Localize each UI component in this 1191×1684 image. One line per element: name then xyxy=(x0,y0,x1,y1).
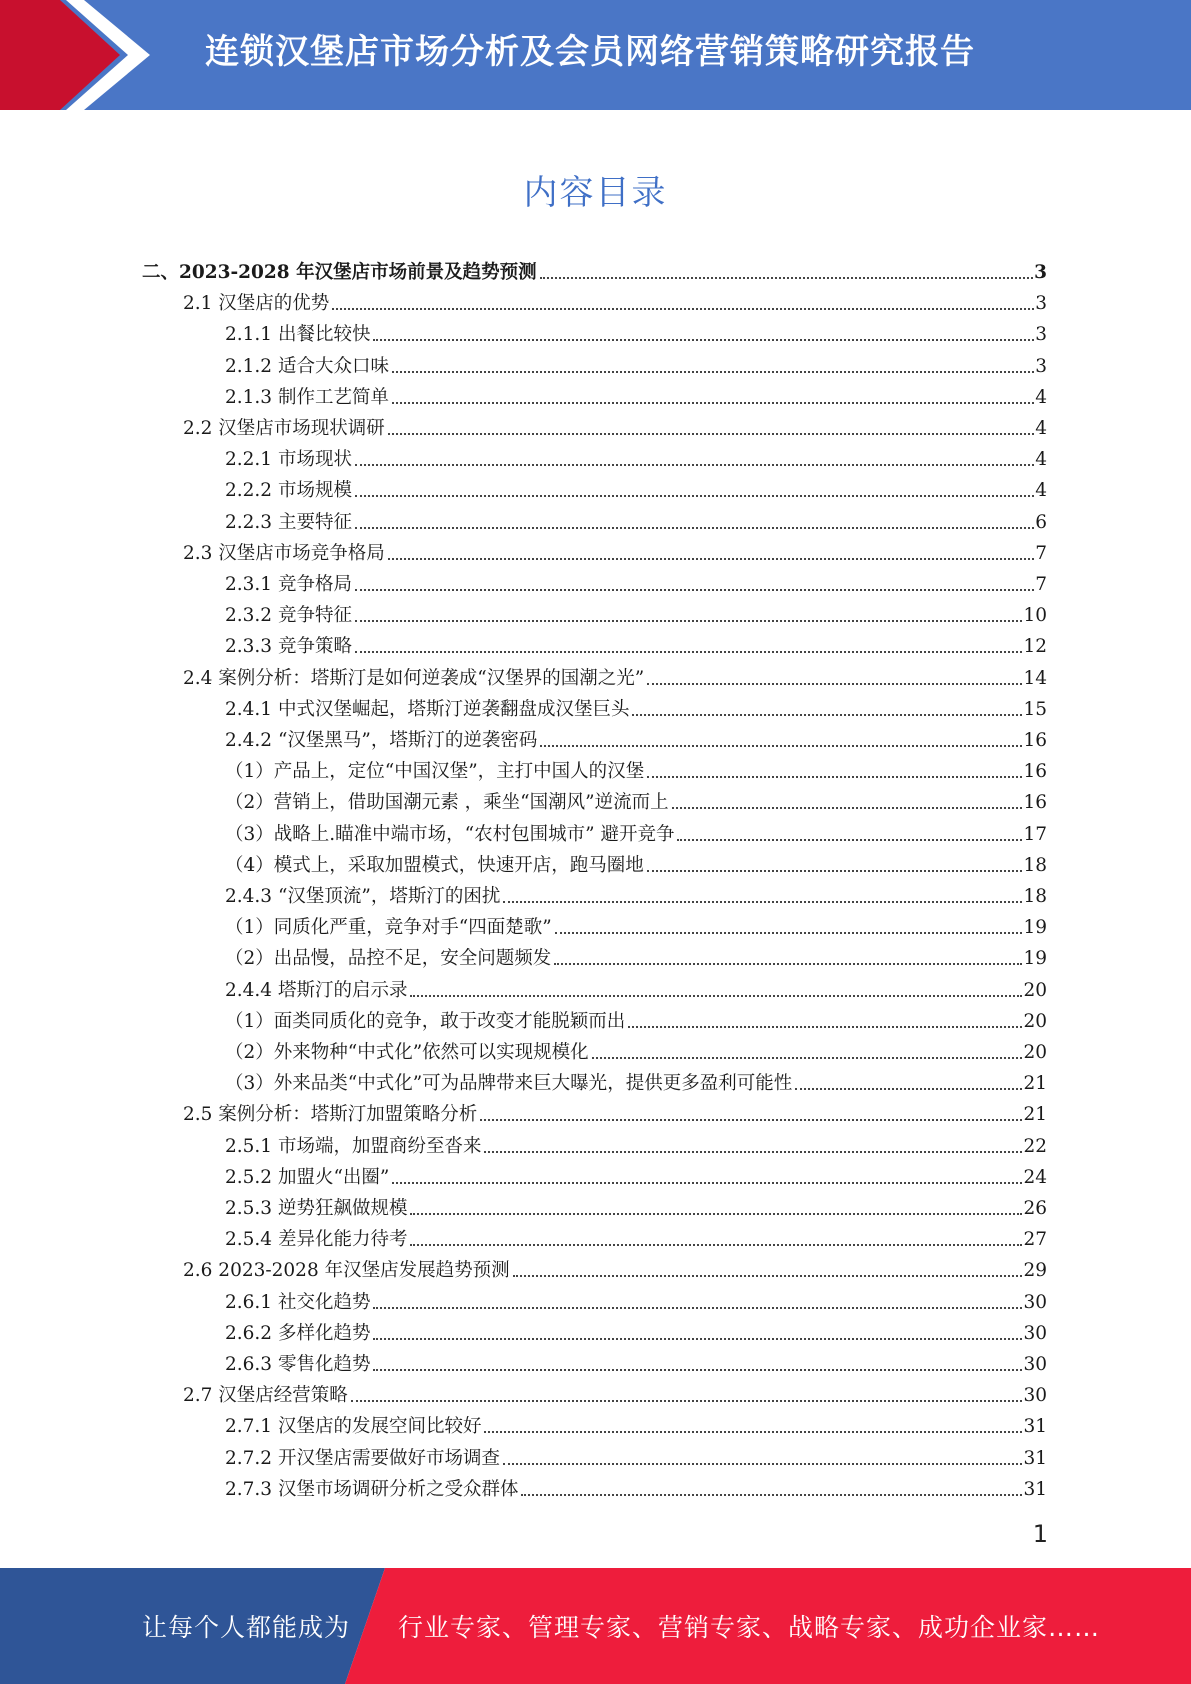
toc-entry-page: 18 xyxy=(1023,886,1047,907)
dot-leader xyxy=(672,807,1023,809)
toc-entry-title: 2.6.2 多样化趋势 xyxy=(225,1322,371,1344)
page-number: 1 xyxy=(1032,1520,1048,1548)
toc-entry-title: （3）外来品类“中式化”可为品牌带来巨大曝光，提供更多盈利可能性 xyxy=(225,1073,793,1095)
toc-entry-title: 2.6 2023-2028 年汉堡店发展趋势预测 xyxy=(183,1260,510,1282)
toc-entry-page: 16 xyxy=(1023,761,1047,783)
dot-leader xyxy=(554,963,1022,965)
toc-entry[interactable] xyxy=(225,503,1047,534)
dot-leader xyxy=(647,776,1022,778)
toc-entry-title: 2.3 汉堡店市场竞争格局 xyxy=(183,542,385,564)
toc-entry-page: 30 xyxy=(1023,1322,1047,1344)
toc-entry-title: 2.7.3 汉堡市场调研分析之受众群体 xyxy=(225,1478,519,1500)
toc-entry-page: 26 xyxy=(1023,1198,1047,1219)
dot-leader xyxy=(677,839,1022,841)
toc-entry[interactable] xyxy=(183,534,1047,565)
toc-entry-title: 2.7.2 开汉堡店需要做好市场调查 xyxy=(225,1447,500,1469)
toc-entry-page: 16 xyxy=(1023,730,1047,751)
dot-leader xyxy=(355,651,1023,653)
dot-leader xyxy=(540,277,1034,279)
dot-leader xyxy=(355,495,1034,497)
toc-entry-title: 2.3.2 竞争特征 xyxy=(225,605,352,627)
toc-entry-title: （2）营销上，借助国潮元素 ，乘坐“国潮风”逆流而上 xyxy=(225,792,669,814)
toc-entry-page: 19 xyxy=(1023,948,1047,970)
toc-entry[interactable] xyxy=(225,752,1047,783)
toc-entry[interactable] xyxy=(225,1407,1047,1438)
toc-entry-page: 3 xyxy=(1035,293,1047,315)
toc-entry[interactable] xyxy=(225,721,1047,752)
footer-slogan-left: 让每个人都能成为 xyxy=(142,1613,351,1642)
dot-leader xyxy=(540,745,1022,747)
dot-leader xyxy=(647,870,1023,872)
toc-entry-page: 20 xyxy=(1023,1010,1047,1032)
dot-leader xyxy=(388,558,1034,560)
toc-entry-title: （4）模式上，采取加盟模式，快速开店，跑马圈地 xyxy=(225,854,644,876)
dot-leader xyxy=(521,1494,1022,1496)
toc-entry[interactable] xyxy=(225,846,1047,877)
toc-entry[interactable] xyxy=(225,690,1047,721)
toc-entry[interactable] xyxy=(225,1439,1047,1470)
toc-entry-title: 2.2.1 市场现状 xyxy=(225,449,352,471)
dot-leader xyxy=(373,1338,1022,1340)
dot-leader xyxy=(392,402,1034,404)
toc-entry-page: 29 xyxy=(1023,1260,1047,1282)
toc-entry[interactable] xyxy=(225,378,1047,409)
toc-entry-page: 19 xyxy=(1023,917,1047,939)
toc-entry[interactable] xyxy=(225,1283,1047,1314)
toc-entry[interactable] xyxy=(225,1345,1047,1376)
footer-banner xyxy=(0,1568,1191,1684)
toc-entry[interactable] xyxy=(183,1095,1047,1126)
toc-entry-title: 2.2.3 主要特征 xyxy=(225,511,352,533)
dot-leader xyxy=(373,1369,1022,1371)
dot-leader xyxy=(503,1463,1022,1465)
dot-leader xyxy=(392,371,1034,373)
toc-entry-page: 30 xyxy=(1023,1385,1047,1407)
toc-entry-page: 31 xyxy=(1023,1416,1047,1438)
toc-entry-page: 10 xyxy=(1023,605,1047,627)
toc-entry-page: 20 xyxy=(1023,979,1047,1001)
toc-entry-title: 2.5.2 加盟火“出圈” xyxy=(225,1166,390,1188)
toc-entry-page: 24 xyxy=(1023,1166,1047,1188)
toc-entry-title: 2.1.3 制作工艺简单 xyxy=(225,386,389,408)
toc-entry[interactable] xyxy=(225,783,1047,814)
dot-leader xyxy=(355,527,1034,529)
chevron-arrow-icon xyxy=(0,0,160,110)
dot-leader xyxy=(373,339,1034,341)
footer-slogan-right: 行业专家、管理专家、营销专家、战略专家、成功企业家…… xyxy=(398,1613,1101,1642)
toc-entry[interactable] xyxy=(225,471,1047,502)
toc-entry-title: 2.4.1 中式汉堡崛起，塔斯汀逆袭翻盘成汉堡巨头 xyxy=(225,698,630,720)
toc-entry[interactable] xyxy=(225,1220,1047,1251)
toc-entry[interactable] xyxy=(225,908,1047,939)
dot-leader xyxy=(480,1119,1022,1121)
toc-entry-title: 2.2 汉堡店市场现状调研 xyxy=(183,418,385,439)
toc-entry[interactable] xyxy=(225,877,1047,908)
dot-leader xyxy=(355,620,1023,622)
toc-entry-title: 2.4.4 塔斯汀的启示录 xyxy=(225,979,408,1001)
toc-heading: 内容目录 xyxy=(523,173,668,213)
toc-entry-page: 15 xyxy=(1023,698,1047,720)
toc-entry-title: 2.7.1 汉堡店的发展空间比较好 xyxy=(225,1416,482,1438)
toc-entry-page: 4 xyxy=(1035,449,1047,471)
toc-entry-title: 2.6.1 社交化趋势 xyxy=(225,1291,371,1313)
toc-entry-page: 3 xyxy=(1035,324,1047,346)
toc-entry-page: 30 xyxy=(1023,1291,1047,1313)
toc-entry[interactable] xyxy=(225,347,1047,378)
dot-leader xyxy=(351,1400,1023,1402)
toc-entry-page: 22 xyxy=(1023,1135,1047,1157)
toc-entry-title: （2）出品慢，品控不足，安全问题频发 xyxy=(225,948,552,970)
dot-leader xyxy=(632,714,1022,716)
toc-entry-title: 2.4.3 “汉堡顶流”，塔斯汀的困扰 xyxy=(225,886,501,907)
toc-entry[interactable] xyxy=(183,659,1047,690)
toc-entry-page: 7 xyxy=(1035,542,1047,564)
toc-entry-title: 二、2023-2028 年汉堡店市场前景及趋势预测 xyxy=(142,262,537,283)
toc-entry-title: 2.1 汉堡店的优势 xyxy=(183,293,330,315)
toc-entry[interactable] xyxy=(225,1314,1047,1345)
toc-entry-page: 7 xyxy=(1035,574,1047,595)
toc-entry[interactable] xyxy=(225,1158,1047,1189)
dot-leader xyxy=(410,1244,1022,1246)
dot-leader xyxy=(410,1213,1022,1215)
toc-entry-page: 3 xyxy=(1035,355,1047,377)
toc-entry[interactable] xyxy=(183,284,1047,315)
toc-entry[interactable] xyxy=(225,1064,1047,1095)
dot-leader xyxy=(513,1275,1023,1277)
toc-entry-page: 20 xyxy=(1023,1042,1047,1063)
toc-entry-page: 31 xyxy=(1023,1447,1047,1469)
toc-entry[interactable] xyxy=(225,315,1047,346)
toc-entry[interactable] xyxy=(225,627,1047,658)
toc-entry-title: 2.4 案例分析：塔斯汀是如何逆袭成“汉堡界的国潮之光” xyxy=(183,667,645,689)
toc-entry-title: 2.5.3 逆势狂飙做规模 xyxy=(225,1198,408,1219)
dot-leader xyxy=(484,1151,1022,1153)
dot-leader xyxy=(795,1088,1022,1090)
dot-leader xyxy=(355,589,1034,591)
toc-entry[interactable] xyxy=(225,565,1047,596)
toc-entry-title: 2.5.4 差异化能力待考 xyxy=(225,1229,408,1251)
toc-entry[interactable] xyxy=(225,1033,1047,1064)
toc-entry-title: 2.2.2 市场规模 xyxy=(225,480,352,502)
toc-entry-title: 2.1.2 适合大众口味 xyxy=(225,355,389,377)
toc-entry[interactable] xyxy=(225,815,1047,846)
toc-entry-title: （1）产品上，定位“中国汉堡”，主打中国人的汉堡 xyxy=(225,761,645,783)
dot-leader xyxy=(503,901,1022,903)
toc-entry-page: 4 xyxy=(1035,386,1047,408)
toc-entry-page: 16 xyxy=(1023,792,1047,814)
toc-entry-page: 17 xyxy=(1023,823,1047,845)
toc-entry-page: 6 xyxy=(1035,511,1047,533)
toc-entry-title: 2.5.1 市场端，加盟商纷至沓来 xyxy=(225,1135,482,1157)
toc-entry-title: （2）外来物种“中式化”依然可以实现规模化 xyxy=(225,1042,589,1063)
report-title: 连锁汉堡店市场分析及会员网络营销策略研究报告 xyxy=(205,32,975,72)
toc-entry[interactable] xyxy=(225,596,1047,627)
toc-entry[interactable] xyxy=(183,1251,1047,1282)
toc-entry-title: （1）同质化严重，竞争对手“四面楚歌” xyxy=(225,917,552,939)
dot-leader xyxy=(332,308,1034,310)
toc-entry-page: 4 xyxy=(1035,480,1047,502)
toc-entry-title: 2.3.3 竞争策略 xyxy=(225,636,352,658)
toc-entry-page: 31 xyxy=(1023,1478,1047,1500)
dot-leader xyxy=(410,995,1022,997)
toc-entry[interactable] xyxy=(225,1002,1047,1033)
dot-leader xyxy=(592,1057,1023,1059)
toc-entry[interactable] xyxy=(225,939,1047,970)
dot-leader xyxy=(484,1431,1022,1433)
toc-entry-page: 30 xyxy=(1023,1354,1047,1375)
header-banner xyxy=(0,0,1191,110)
toc-entry-title: （3）战略上.瞄准中端市场，“农村包围城市” 避开竞争 xyxy=(225,823,675,845)
toc-entry[interactable] xyxy=(225,1470,1047,1501)
toc-entry-title: 2.6.3 零售化趋势 xyxy=(225,1354,371,1375)
toc-entry-title: 2.3.1 竞争格局 xyxy=(225,574,352,595)
dot-leader xyxy=(373,1307,1022,1309)
toc-entry-page: 21 xyxy=(1023,1073,1047,1095)
toc-entry-page: 18 xyxy=(1023,854,1047,876)
dot-leader xyxy=(647,683,1022,685)
toc-entry-title: 2.7 汉堡店经营策略 xyxy=(183,1385,348,1407)
toc-entry[interactable] xyxy=(225,1127,1047,1158)
dot-leader xyxy=(392,1182,1022,1184)
toc-entry-page: 27 xyxy=(1023,1229,1047,1251)
toc-entry[interactable] xyxy=(225,971,1047,1002)
toc-entry[interactable] xyxy=(142,253,1047,284)
toc-entry-title: （1）面类同质化的竞争，敢于改变才能脱颖而出 xyxy=(225,1010,626,1032)
toc-entry-page: 4 xyxy=(1035,418,1047,439)
toc-entry[interactable] xyxy=(183,1376,1047,1407)
dot-leader xyxy=(388,433,1034,435)
toc-entry[interactable] xyxy=(225,1189,1047,1220)
toc-entry-title: 2.1.1 出餐比较快 xyxy=(225,324,371,346)
dot-leader xyxy=(555,932,1023,934)
toc-entry-title: 2.4.2 “汉堡黑马”，塔斯汀的逆袭密码 xyxy=(225,730,538,751)
dot-leader xyxy=(628,1026,1022,1028)
toc-entry-page: 21 xyxy=(1023,1104,1047,1126)
dot-leader xyxy=(355,464,1034,466)
toc-entry-page: 14 xyxy=(1023,667,1047,689)
toc-entry[interactable] xyxy=(225,440,1047,471)
toc-entry[interactable] xyxy=(183,409,1047,440)
toc-entry-page: 12 xyxy=(1023,636,1047,658)
toc-entry-page: 3 xyxy=(1034,262,1047,283)
toc-entry-title: 2.5 案例分析：塔斯汀加盟策略分析 xyxy=(183,1104,478,1126)
